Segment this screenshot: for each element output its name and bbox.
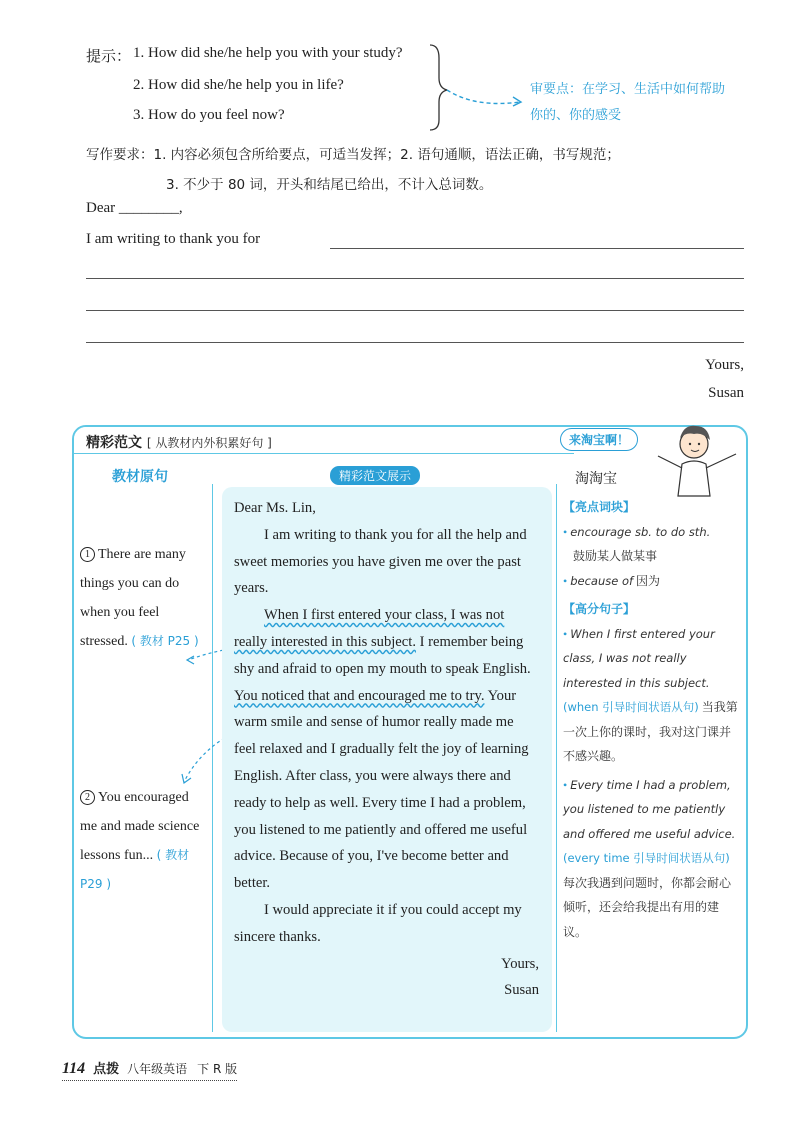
right-column-header: 淘淘宝 [575, 471, 617, 487]
letter-greeting: Dear ________, [86, 200, 183, 216]
edition-label: 下 R 版 [197, 1062, 238, 1076]
writing-line [330, 248, 744, 249]
prompt-question-3: 3. How do you feel now? [133, 107, 285, 123]
sentence-title: 【高分句子】 [563, 602, 636, 616]
sentence-item: • Every time I had a problem, you listened to me patiently and offered me useful advice. (every time 引导时间状语从句) 每次我遇到问题时，你都会耐心倾听，还会给我提出有用的建议。 [563, 777, 736, 939]
prompt-label: 提示： [86, 47, 132, 65]
textbook-sentence: 2 You encouraged me and made science lessons fun... ( 教材 P29 ) [80, 790, 200, 891]
letter-signature: Susan [708, 385, 744, 401]
essay-greeting: Dear Ms. Lin, [234, 500, 316, 516]
model-essay [234, 495, 539, 1004]
prompt-question-2: 2. How did she/he help you in life? [133, 77, 344, 93]
highlight-sentence: When I first entered your class, I was not really interested in this subject. [234, 607, 505, 650]
highlight-sentence: You noticed that and encouraged me to try. [234, 687, 485, 704]
number-badge: 2 [80, 790, 95, 805]
page-footer [62, 1058, 237, 1081]
writing-line [86, 278, 744, 279]
sentence-item: • When I first entered your class, I was not really interested in this subject. (when 引导时间状语从句) 当我第一次上你的课时，我对这门课并不感兴趣。 [563, 626, 738, 763]
number-badge: 1 [80, 547, 95, 562]
tips-column [563, 495, 738, 944]
name-blank: ________, [118, 200, 183, 216]
essay-closing: Yours, [501, 955, 539, 972]
speech-bubble: 来淘宝啊！ [560, 428, 638, 451]
requirements-line-2: 3. 不少于 80 词，开头和结尾已给出，不计入总词数。 [166, 177, 493, 193]
book-title: 点拨 [93, 1062, 120, 1077]
requirements-line-1: 写作要求：1. 内容必须包含所给要点，可适当发挥；2. 语句通顺，语法正确，书写规范； [86, 147, 620, 163]
essay-paragraph-1: I am writing to thank you for all the help and sweet memories you have given me over the past years. [234, 526, 527, 597]
vocab-item: • encourage sb. to do sth. 鼓励某人做某事 [563, 524, 711, 563]
essay-paragraph-2: When I first entered your class, I was not really interested in this subject. I remember being shy and afraid to open my mouth to speak English. You noticed that and encouraged me to try. Your warm smile and sense of humor really made me feel relaxed and I gradually felt the joy of learning English. After class, you were always there and ready to help as well. Every time I had a problem, you listened to me patiently and offered me useful advice. Because of you, I've become better and better. [234, 607, 531, 892]
essay-paragraph-3: I would appreciate it if you could accept my sincere thanks. [234, 901, 522, 945]
page-number: 114 [62, 1060, 86, 1077]
writing-line [86, 342, 744, 343]
brace-arrow-icon [425, 40, 535, 135]
letter-closing: Yours, [705, 357, 744, 373]
vocab-title: 【亮点词块】 [563, 500, 636, 514]
prompt-question-1: 1. How did she/he help you with your study? [133, 45, 403, 61]
essay-signature: Susan [504, 982, 539, 999]
annotation-line-1: 审要点：在学习、生活中如何帮助 [530, 82, 726, 97]
requirements-label: 写作要求： [86, 147, 154, 163]
textbook-sentence: 1 There are many things you can do when you feel stressed. ( 教材 P25 ) [80, 547, 199, 649]
cartoon-boy-icon [650, 418, 745, 498]
writing-line [86, 310, 744, 311]
letter-opening: I am writing to thank you for [86, 231, 261, 247]
section-title: 精彩范文 [ 从教材内外积累好句 ] [86, 435, 272, 451]
textbook-source: ( 教材 P29 ) [80, 848, 190, 891]
annotation-line-2: 你的、你的感受 [530, 108, 622, 123]
section-subtitle: [ 从教材内外积累好句 ] [146, 436, 272, 450]
grade-label: 八年级英语 [127, 1062, 188, 1076]
left-column-header: 教材原句 [112, 469, 168, 485]
vocab-item: • because of 因为 [563, 573, 661, 588]
center-column-header: 精彩范文展示 [330, 466, 420, 485]
textbook-source: ( 教材 P25 ) [131, 634, 199, 648]
